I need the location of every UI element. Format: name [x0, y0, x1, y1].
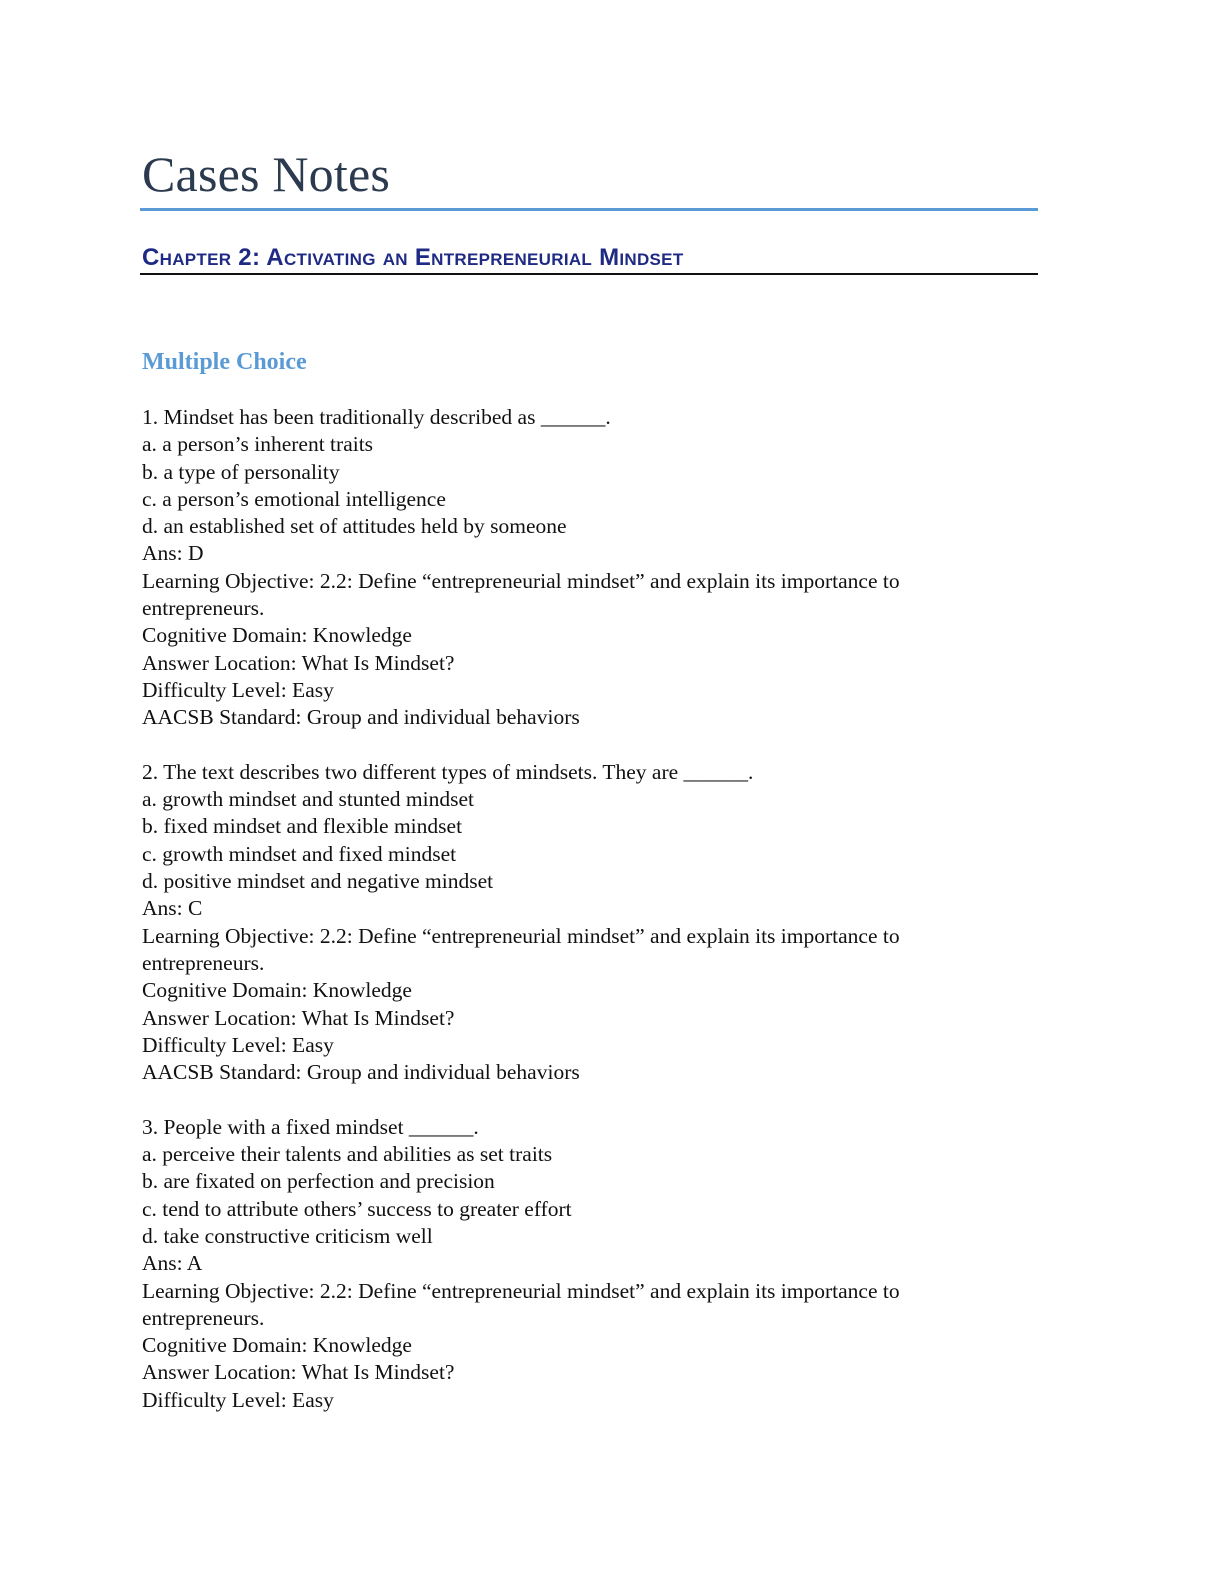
difficulty-level: Difficulty Level: Easy [142, 677, 334, 702]
difficulty-level: Difficulty Level: Easy [142, 1032, 334, 1057]
correct-answer: Ans: C [142, 896, 203, 921]
question-2 [142, 759, 992, 1087]
cognitive-domain: Cognitive Domain: Knowledge [142, 978, 412, 1003]
answer-option: b. a type of personality [142, 459, 340, 484]
learning-objective: Learning Objective: 2.2: Define “entrepreneurial mindset” and explain its importance to entrepreneurs. [142, 923, 900, 975]
correct-answer: Ans: A [142, 1251, 203, 1276]
answer-option: a. growth mindset and stunted mindset [142, 787, 475, 812]
question-3 [142, 1114, 992, 1414]
answer-option: d. positive mindset and negative mindset [142, 869, 494, 894]
cognitive-domain: Cognitive Domain: Knowledge [142, 1333, 412, 1358]
answer-option: a. perceive their talents and abilities as set traits [142, 1142, 553, 1167]
aacsb-standard: AACSB Standard: Group and individual behaviors [142, 705, 580, 730]
aacsb-standard: AACSB Standard: Group and individual behaviors [142, 1060, 580, 1085]
question-stem: 3. People with a fixed mindset ______. [142, 1114, 479, 1139]
answer-location: Answer Location: What Is Mindset? [142, 1360, 455, 1385]
answer-option: a. a person’s inherent traits [142, 432, 374, 457]
correct-answer: Ans: D [142, 541, 204, 566]
answer-option: b. are fixated on perfection and precision [142, 1169, 495, 1194]
answer-location: Answer Location: What Is Mindset? [142, 650, 455, 675]
answer-option: d. take constructive criticism well [142, 1223, 433, 1248]
question-stem: 1. Mindset has been traditionally described as ______. [142, 405, 611, 429]
answer-location: Answer Location: What Is Mindset? [142, 1005, 455, 1030]
question-list [142, 404, 992, 1441]
learning-objective: Learning Objective: 2.2: Define “entrepreneurial mindset” and explain its importance to entrepreneurs. [142, 1278, 900, 1330]
chapter-heading: Chapter 2: Activating an Entrepreneurial Mindset [142, 244, 684, 271]
section-heading: Multiple Choice [142, 349, 307, 375]
answer-option: b. fixed mindset and flexible mindset [142, 814, 463, 839]
document-title: Cases Notes [142, 146, 391, 202]
answer-option: d. an established set of attitudes held by someone [142, 514, 567, 539]
question-1 [142, 404, 992, 732]
learning-objective: Learning Objective: 2.2: Define “entrepreneurial mindset” and explain its importance to entrepreneurs. [142, 568, 900, 621]
title-divider [140, 208, 1038, 211]
question-stem: 2. The text describes two different types of mindsets. They are ______. [142, 759, 754, 784]
answer-option: c. growth mindset and fixed mindset [142, 841, 457, 866]
answer-option: c. tend to attribute others’ success to greater effort [142, 1196, 572, 1221]
difficulty-level: Difficulty Level: Easy [142, 1387, 334, 1412]
chapter-divider [140, 273, 1038, 275]
answer-option: c. a person’s emotional intelligence [142, 486, 446, 511]
cognitive-domain: Cognitive Domain: Knowledge [142, 623, 412, 648]
